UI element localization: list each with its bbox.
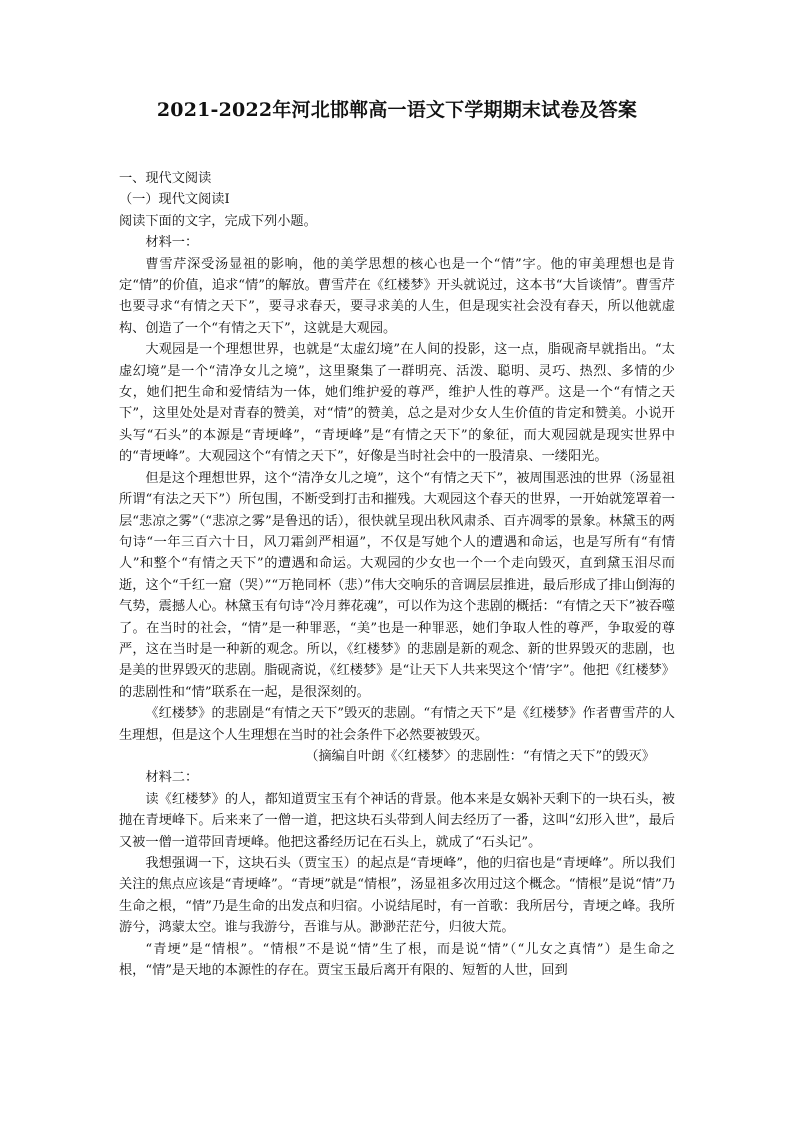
- material-2-paragraph: 读《红楼梦》的人，都知道贾宝玉有个神话的背景。他本来是女娲补天剩下的一块石头，被抛在青埂峰下。后来来了一僧一道，把这块石头带到人间去经历了一番，这叫“幻形入世”，最后又被一僧一道带回青埂峰。他把这番经历记在石头上，就成了“石头记”。: [119, 791, 675, 850]
- material-1-paragraph: 但是这个理想世界，这个“清净女儿之境”，这个“有情之天下”，被周围恶浊的世界（汤显祖所谓“有法之天下”）所包围，不断受到打击和摧残。大观园这个春天的世界，一开始就笼罩着一层“悲凉之雾”（“悲凉之雾”是鲁迅的话），很快就呈现出秋风肃杀、百卉凋零的景象。林黛玉的两句诗“一年三百六十日，风刀霜剑严相逼”，不仅是写她个人的遭遇和命运，也是写所有“有情人”和整个“有情之天下”的遭遇和命运。大观园的少女也一个一个走向毁灭，直到黛玉泪尽而逝，这个“千红一窟（哭）”“万艳同杯（悲）”伟大交响乐的音调层层推进，最后形成了排山倒海的气势，震撼人心。林黛玉有句诗“冷月葬花魂”，可以作为这个悲剧的概括：“有情之天下”被吞噬了。在当时的社会，“情”是一种罪恶，“美”也是一种罪恶，她们争取人性的尊严，争取爱的尊严，这在当时是一种新的观念。所以，《红楼梦》的悲剧是新的观念、新的世界毁灭的悲剧，也是美的世界毁灭的悲剧。脂砚斋说，《红楼梦》是“让天下人共来哭这个‘情’字”。他把《红楼梦》的悲剧性和“情”联系在一起，是很深刻的。: [119, 470, 675, 700]
- material-1-paragraph: 曹雪芹深受汤显祖的影响，他的美学思想的核心也是一个“情”字。他的审美理想也是肯定“情”的价值，追求“情”的解放。曹雪芹在《红楼梦》开头就说过，这本书“大旨谈情”。曹雪芹也要寻求“有情之天下”，要寻求春天，要寻求美的人生，但是现实社会没有春天，所以他就虚构、创造了一个“有情之天下”，这就是大观园。: [119, 256, 675, 336]
- material-2-label: 材料二：: [145, 770, 199, 786]
- subsection-heading: （一）现代文阅读Ⅰ: [119, 192, 230, 208]
- material-1-paragraph: 《红楼梦》的悲剧是“有情之天下”毁灭的悲剧。“有情之天下”是《红楼梦》作者曹雪芹的人生理想，但是这个人生理想在当时的社会条件下必然要被毁灭。: [119, 706, 675, 743]
- material-1-label: 材料一：: [145, 235, 199, 251]
- document-title: 2021-2022年河北邯郸高一语文下学期期末试卷及答案: [156, 99, 638, 121]
- material-2-paragraph: 我想强调一下，这块石头（贾宝玉）的起点是“青埂峰”，他的归宿也是“青埂峰”。所以我们关注的焦点应该是“青埂峰”。“青埂”就是“情根”，汤显祖多次用过这个概念。“情根”是说“情”乃生命之根，“情”乃是生命的出发点和归宿。小说结尾时，有一首歌：我所居兮，青埂之峰。我所游兮，鸿蒙太空。谁与我游兮，吾谁与从。渺渺茫茫兮，归彼大荒。: [119, 856, 675, 936]
- material-1-source: （摘编自叶朗《〈红楼梦〉的悲剧性：“有情之天下”的毁灭》: [305, 748, 655, 764]
- section-heading: 一、现代文阅读: [119, 171, 212, 186]
- reading-instruction: 阅读下面的文字，完成下列小题。: [119, 213, 317, 229]
- material-2-paragraph: “青埂”是“情根”。“情根”不是说“情”生了根，而是说“情”（“儿女之真情”）是生命之根，“情”是天地的本源性的存在。贾宝玉最后离开有限的、短暂的人世，回到: [119, 941, 675, 979]
- material-1-paragraph: 大观园是一个理想世界，也就是“太虚幻境”在人间的投影，这一点，脂砚斋早就指出。“太虚幻境”是一个“清净女儿之境”，这里聚集了一群明亮、活泼、聪明、灵巧、热烈、多情的少女，她们把生命和爱情结为一体，她们维护爱的尊严，维护人性的尊严。这是一个“有情之天下”，这里处处是对青春的赞美，对“情”的赞美，总之是对少女人生价值的肯定和赞美。小说开头写“石头”的本源是“青埂峰”，“青埂峰”是“有情之天下”的象征，而大观园就是现实世界中的“青埂峰”。大观园这个“有情之天下”，好像是当时社会中的一股清泉、一缕阳光。: [119, 342, 675, 465]
- document-body: [119, 168, 675, 981]
